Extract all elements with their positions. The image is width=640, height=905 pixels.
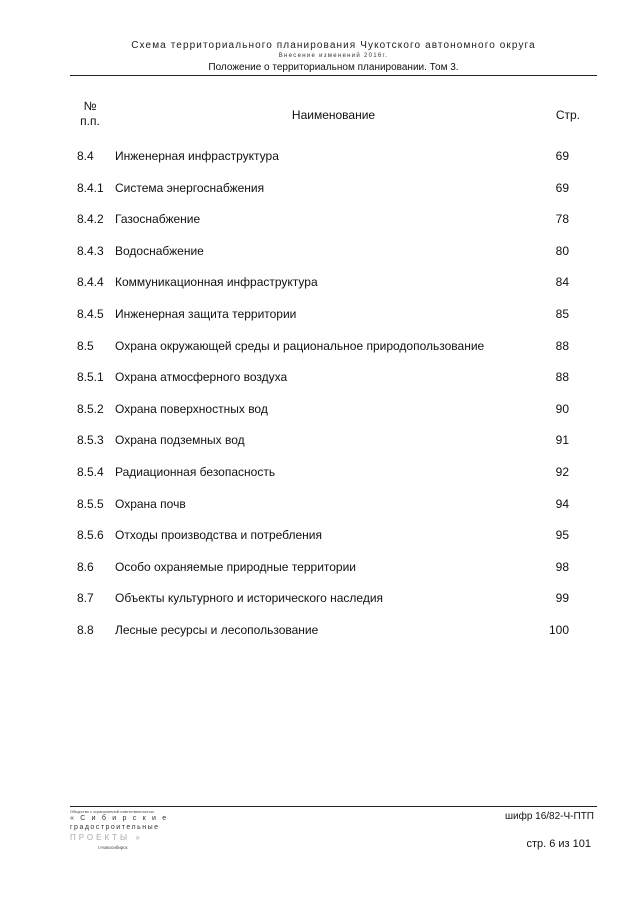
document-header-subtitle: Внесение изменений 2016г. [278, 53, 389, 59]
toc-row [0, 494, 640, 514]
toc-row [0, 462, 640, 482]
toc-row [0, 525, 640, 545]
toc-item-title: Охрана поверхностных вод [115, 401, 268, 416]
toc-item-page: 100 [548, 623, 569, 637]
toc-item-number: 8.5.3 [77, 433, 104, 448]
toc-row [0, 272, 640, 292]
toc-item-number: 8.5.6 [77, 528, 104, 543]
toc-item-page: 80 [555, 243, 569, 258]
logo-text-line1: « С и б и р с к и е [70, 815, 169, 822]
toc-item-number: 8.4 [77, 149, 94, 163]
toc-item-page: 69 [555, 180, 569, 195]
toc-item-page: 88 [555, 370, 569, 385]
toc-row [0, 241, 640, 261]
toc-item-number: 8.4.3 [77, 243, 104, 258]
toc-item-page: 95 [555, 528, 569, 543]
company-logo [70, 807, 210, 857]
toc-item-page: 92 [555, 465, 569, 479]
toc-item-title: Объекты культурного и исторического наследия [115, 591, 384, 606]
toc-item-title: Отходы производства и потребления [115, 528, 323, 543]
toc-item-number: 8.4.2 [77, 212, 104, 227]
toc-item-title: Охрана почв [115, 496, 186, 511]
toc-item-page: 99 [555, 591, 569, 606]
document-header-title: Схема территориального планирования Чукотского автономного округа [131, 40, 536, 51]
logo-text-line3: ПРОЕКТЫ » [70, 833, 143, 842]
toc-item-number: 8.5.2 [77, 401, 104, 416]
toc-item-page: 88 [555, 338, 569, 353]
toc-item-title: Лесные ресурсы и лесопользование [115, 623, 319, 637]
toc-row [0, 399, 640, 419]
toc-row [0, 146, 640, 166]
toc-item-title: Инженерная защита территории [115, 307, 297, 321]
toc-row [0, 367, 640, 387]
toc-item-number: 8.5.5 [77, 496, 104, 511]
toc-row [0, 430, 640, 450]
toc-row [0, 620, 640, 640]
toc-item-number: 8.4.1 [77, 180, 104, 195]
toc-item-page: 91 [555, 433, 569, 448]
toc-item-page: 78 [555, 212, 569, 227]
toc-item-title: Радиационная безопасность [115, 465, 276, 479]
toc-item-number: 8.4.5 [77, 307, 104, 321]
toc-item-page: 85 [555, 307, 569, 321]
toc-item-title: Система энергоснабжения [115, 180, 265, 195]
header-divider [70, 75, 597, 76]
toc-item-title: Инженерная инфраструктура [115, 149, 279, 163]
toc-item-title: Охрана подземных вод [115, 433, 245, 448]
toc-row [0, 336, 640, 356]
toc-item-page: 98 [555, 559, 569, 574]
column-header-page: Стр. [555, 108, 580, 122]
toc-item-number: 8.5 [77, 338, 94, 353]
logo-org-form: Общество с ограниченной ответственностью [70, 809, 154, 814]
toc-item-number: 8.5.1 [77, 370, 104, 385]
toc-item-number: 8.4.4 [77, 275, 104, 290]
document-volume-title: Положение о территориальном планировании. Том 3. [208, 62, 459, 73]
toc-item-page: 90 [555, 401, 569, 416]
toc-item-title: Охрана атмосферного воздуха [115, 370, 288, 385]
toc-item-page: 69 [555, 149, 569, 163]
document-code: шифр 16/82-Ч-ПТП [504, 811, 594, 822]
toc-row [0, 557, 640, 577]
toc-item-title: Газоснабжение [115, 212, 201, 227]
toc-item-number: 8.6 [77, 559, 94, 574]
page-number: стр. 6 из 101 [526, 838, 591, 850]
logo-text-line2: градостроительные [70, 824, 160, 831]
toc-row [0, 588, 640, 608]
column-header-number: № п.п. [80, 99, 100, 128]
toc-item-title: Особо охраняемые природные территории [115, 559, 357, 574]
toc-item-number: 8.5.4 [77, 465, 104, 479]
toc-item-page: 94 [555, 496, 569, 511]
toc-item-page: 84 [555, 275, 569, 290]
toc-row [0, 304, 640, 324]
toc-item-title: Охрана окружающей среды и рациональное природопользование [115, 338, 485, 353]
toc-item-title: Водоснабжение [115, 243, 204, 258]
column-header-name: Наименование [291, 108, 376, 122]
toc-item-number: 8.7 [77, 591, 94, 606]
toc-row [0, 178, 640, 198]
toc-item-title: Коммуникационная инфраструктура [115, 275, 318, 290]
logo-city: г.Новосибирск [98, 845, 128, 850]
toc-row [0, 209, 640, 229]
toc-item-number: 8.8 [77, 623, 94, 637]
